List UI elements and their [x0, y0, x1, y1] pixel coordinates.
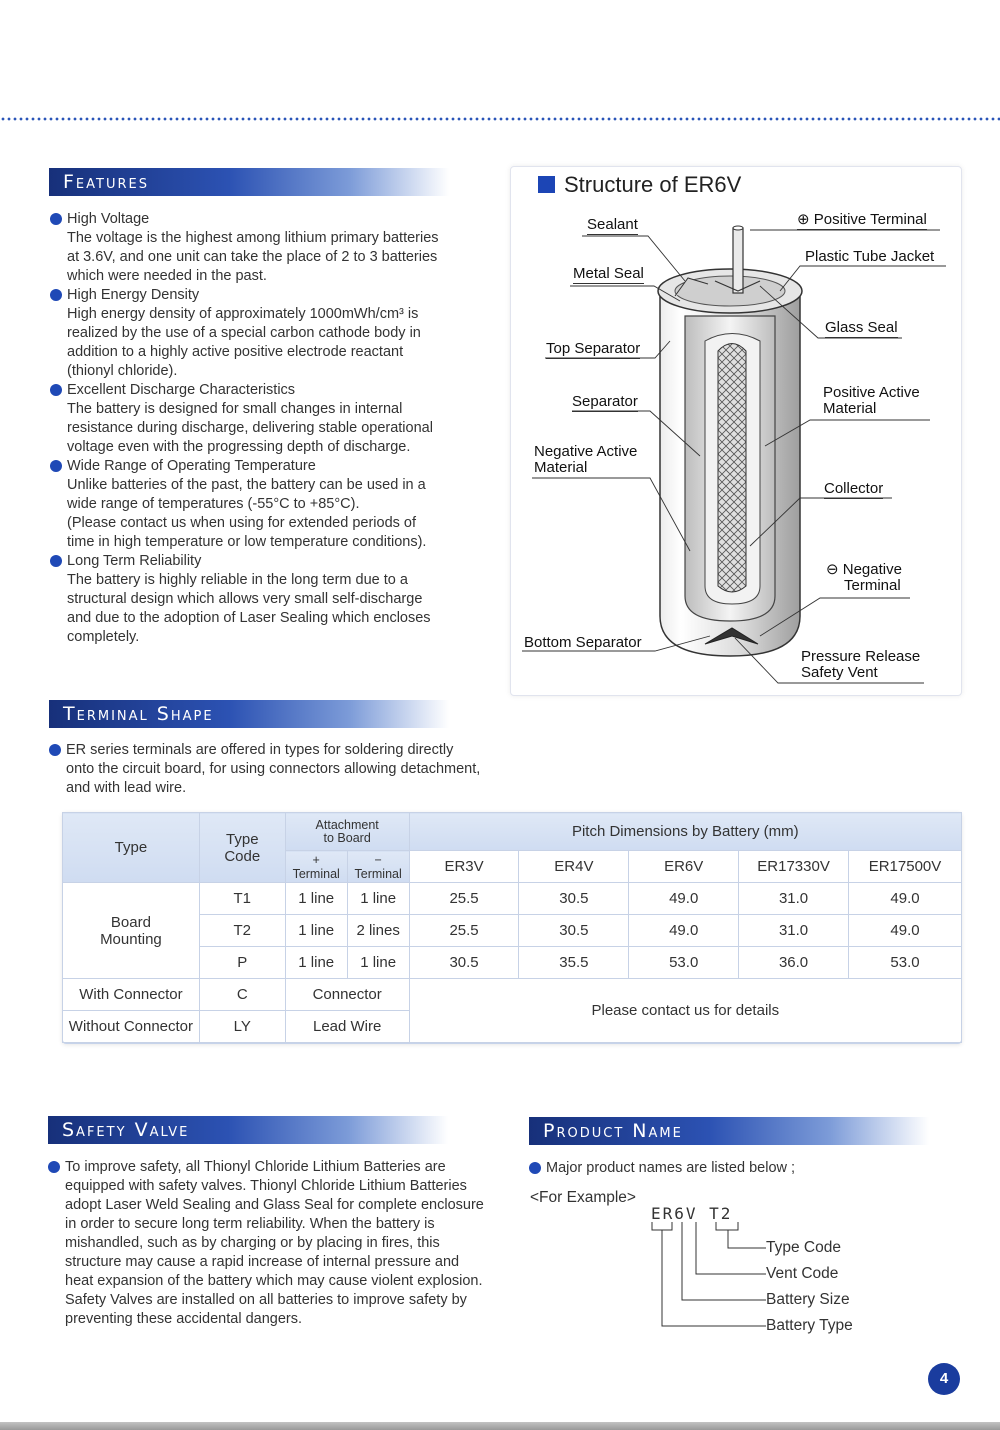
feature-text: which were needed in the past.	[67, 268, 267, 284]
product-intro-text: Major product names are listed below ;	[546, 1160, 796, 1176]
pin-top	[733, 226, 743, 230]
feature-text: wide range of temperatures (-55°C to +85°C).	[67, 496, 360, 512]
label-line: Material	[534, 459, 588, 476]
bullet-icon	[50, 555, 62, 567]
header-battery: ER17500V	[849, 851, 962, 883]
type-code-cell: P	[199, 947, 285, 979]
pitch-cell: 31.0	[739, 915, 849, 947]
header-line: Terminal	[354, 866, 402, 881]
collector-mesh	[718, 344, 746, 593]
feature-item	[67, 286, 477, 381]
bullet-icon	[50, 384, 62, 396]
label-top-separator: Top Separator	[546, 340, 641, 357]
feature-item	[67, 552, 477, 647]
header-line: +	[312, 852, 320, 867]
plus-cell: 1 line	[285, 915, 347, 947]
label-positive-active	[823, 385, 920, 417]
bottom-edge	[0, 1422, 1000, 1430]
safety-description	[65, 1158, 505, 1329]
feature-text: structural design which allows very small self-discharge	[67, 591, 423, 607]
header-pitch: Pitch Dimensions by Battery (mm)	[409, 813, 961, 851]
pitch-cell: 25.5	[409, 915, 519, 947]
feature-text: time in high temperature or low temperature conditions).	[67, 534, 427, 550]
battery-cutaway-diagram	[510, 166, 962, 696]
minus-cell: 1 line	[347, 947, 409, 979]
header-minus-terminal	[347, 851, 409, 883]
header-plus-terminal	[285, 851, 347, 883]
label-sealant: Sealant	[587, 216, 638, 233]
features-header: Features	[49, 168, 449, 196]
product-label-battery-type: Battery Type	[766, 1317, 853, 1334]
safety-text: mishandled, such as by charging or by placing in fires, this	[65, 1235, 440, 1251]
header-battery: ER6V	[629, 851, 739, 883]
bullet-icon	[50, 213, 62, 225]
header-battery: ER4V	[519, 851, 629, 883]
minus-cell: 2 lines	[347, 915, 409, 947]
feature-heading: Excellent Discharge Characteristics	[67, 382, 296, 398]
label-negative-terminal	[826, 562, 902, 594]
product-name-header: Product Name	[529, 1117, 929, 1145]
feature-heading: High Voltage	[67, 211, 150, 227]
features-list	[67, 210, 477, 647]
header-line: to Board	[323, 830, 371, 845]
safety-text: Safety Valves are installed on all batteries to improve safety by	[65, 1292, 467, 1308]
terminal-description	[66, 741, 526, 798]
feature-heading: Wide Range of Operating Temperature	[67, 458, 316, 474]
product-example-label: <For Example>	[530, 1189, 636, 1206]
label-line: Safety Vent	[801, 664, 878, 681]
header-type: Type	[63, 813, 200, 883]
pitch-cell: 53.0	[849, 947, 962, 979]
label-pressure-release	[801, 649, 920, 681]
feature-heading: Long Term Reliability	[67, 553, 202, 569]
type-cell: With Connector	[63, 979, 200, 1011]
safety-valve-header: Safety Valve	[48, 1116, 448, 1144]
label-line: Positive Active	[823, 384, 920, 401]
type-code-cell: LY	[199, 1011, 285, 1043]
label-collector: Collector	[824, 480, 884, 497]
type-code-cell: T2	[199, 915, 285, 947]
terminal-text: onto the circuit board, for using connectors allowing detachment,	[66, 761, 481, 777]
feature-heading: High Energy Density	[67, 287, 200, 303]
pitch-cell: 30.5	[409, 947, 519, 979]
header-type-code	[199, 813, 285, 883]
header-battery: ER3V	[409, 851, 519, 883]
table-row	[63, 883, 962, 915]
feature-text: (Please contact us when using for extended periods of	[67, 515, 417, 531]
header-line: Code	[224, 847, 261, 865]
contact-cell: Please contact us for details	[409, 979, 961, 1043]
structure-title-text: Structure of ER6V	[564, 172, 742, 197]
header-line: Terminal	[292, 866, 340, 881]
safety-text: equipped with safety valves. Thionyl Chloride Lithium Batteries	[65, 1178, 467, 1194]
plus-cell: 1 line	[285, 947, 347, 979]
product-label-battery-size: Battery Size	[766, 1291, 850, 1308]
label-negative-active	[534, 444, 637, 476]
header-battery: ER17330V	[739, 851, 849, 883]
label-metal-seal: Metal Seal	[573, 265, 644, 282]
product-intro	[546, 1159, 946, 1178]
bullet-icon	[48, 1161, 60, 1173]
feature-text: (thionyl chloride).	[67, 363, 178, 379]
terminal-text: and with lead wire.	[66, 780, 187, 796]
terminal-pitch-table	[62, 812, 962, 1043]
product-label-vent-code: Vent Code	[766, 1265, 839, 1282]
bullet-icon	[529, 1162, 541, 1174]
feature-text: resistance during discharge, delivering stable operational	[67, 420, 433, 436]
pitch-cell: 49.0	[849, 883, 962, 915]
dotted-divider	[0, 117, 1000, 121]
feature-text: The battery is highly reliable in the long term due to a	[67, 572, 408, 588]
feature-text: Unlike batteries of the past, the battery can be used in a	[67, 477, 426, 493]
safety-text: adopt Laser Weld Sealing and Glass Seal for complete enclosure	[65, 1197, 484, 1213]
pitch-cell: 35.5	[519, 947, 629, 979]
header-line: Type	[226, 830, 259, 848]
safety-text: heat expansion of the battery which may cause violent explosion.	[65, 1273, 483, 1289]
type-code-cell: C	[199, 979, 285, 1011]
attach-cell: Connector	[285, 979, 409, 1011]
product-code-diagram	[648, 1220, 768, 1332]
product-label-type-code: Type Code	[766, 1239, 841, 1256]
bullet-icon	[50, 289, 62, 301]
positive-pin	[733, 228, 743, 293]
feature-text: addition to a highly active positive electrode reactant	[67, 344, 404, 360]
pitch-cell: 30.5	[519, 883, 629, 915]
pitch-cell: 25.5	[409, 883, 519, 915]
label-line: ⊖ Negative	[826, 561, 902, 578]
label-line: Pressure Release	[801, 648, 921, 665]
pitch-cell: 31.0	[739, 883, 849, 915]
label-separator: Separator	[572, 393, 638, 410]
header-attachment	[285, 813, 409, 851]
minus-cell: 1 line	[347, 883, 409, 915]
pitch-cell: 49.0	[849, 915, 962, 947]
cell-line: Board	[110, 913, 151, 931]
label-line: Terminal	[844, 577, 901, 594]
label-line: Material	[823, 400, 877, 417]
pitch-cell: 49.0	[629, 915, 739, 947]
plus-cell: 1 line	[285, 883, 347, 915]
label-plastic-tube: Plastic Tube Jacket	[805, 248, 935, 265]
feature-text: and due to the adoption of Laser Sealing which encloses	[67, 610, 431, 626]
terminal-shape-header: Terminal Shape	[49, 700, 449, 728]
pitch-cell: 53.0	[629, 947, 739, 979]
safety-text: To improve safety, all Thionyl Chloride Lithium Batteries are	[65, 1159, 446, 1175]
label-positive-terminal: ⊕ Positive Terminal	[797, 211, 927, 228]
attach-cell: Lead Wire	[285, 1011, 409, 1043]
board-mounting-cell	[63, 883, 200, 979]
label-line: Negative Active	[534, 443, 638, 460]
feature-text: High energy density of approximately 1000mWh/cm³ is	[67, 306, 419, 322]
safety-text: structure may cause a rapid increase of internal pressure and	[65, 1254, 460, 1270]
type-cell: Without Connector	[63, 1011, 200, 1043]
feature-text: completely.	[67, 629, 140, 645]
type-code-cell: T1	[199, 883, 285, 915]
feature-text: realized by the use of a special carbon cathode body in	[67, 325, 421, 341]
label-bottom-separator: Bottom Separator	[524, 634, 642, 651]
bullet-icon	[50, 460, 62, 472]
feature-text: The voltage is the highest among lithium primary batteries	[67, 230, 439, 246]
feature-item	[67, 381, 477, 457]
cell-line: Mounting	[100, 930, 162, 948]
product-code-example: ER6V T2	[651, 1204, 733, 1223]
pitch-cell: 36.0	[739, 947, 849, 979]
feature-text: voltage even with the progressing depth of discharge.	[67, 439, 411, 455]
feature-text: at 3.6V, and one unit can take the place of 2 to 3 batteries	[67, 249, 438, 265]
header-line: Attachment	[315, 817, 379, 832]
feature-item	[67, 457, 477, 552]
pitch-cell: 49.0	[629, 883, 739, 915]
label-glass-seal: Glass Seal	[825, 319, 898, 336]
feature-item	[67, 210, 477, 286]
terminal-text: ER series terminals are offered in types for soldering directly	[66, 742, 454, 758]
header-line: −	[374, 852, 382, 867]
bullet-icon	[49, 744, 61, 756]
table-row	[63, 979, 962, 1011]
page-number: 4	[928, 1363, 960, 1395]
pitch-cell: 30.5	[519, 915, 629, 947]
safety-text: in order to secure long term reliability. When the battery is	[65, 1216, 435, 1232]
feature-text: The battery is designed for small changes in internal	[67, 401, 403, 417]
safety-text: preventing these accidental dangers.	[65, 1311, 302, 1327]
